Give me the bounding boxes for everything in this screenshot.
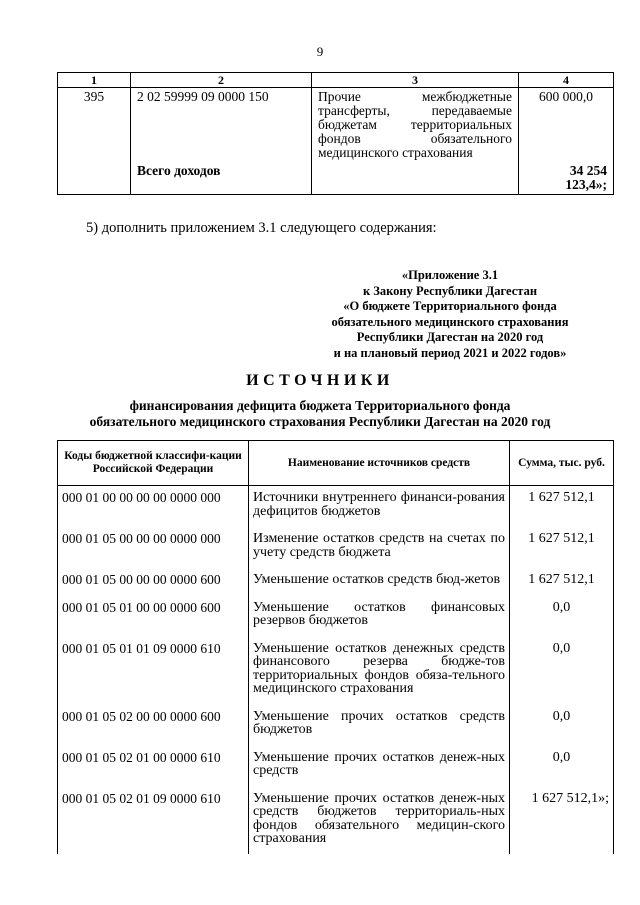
row-name: Изменение остатков средств на счетах по учету средств бюджета [249,526,510,567]
table-row [58,786,614,854]
table-row [58,526,614,567]
row-code: 000 01 05 00 00 00 0000 600 [58,567,249,595]
table-row [58,486,614,527]
row-description: Прочие межбюджетные трансферты, передаваемые бюджетам территориальных фондов обязательного медицинского страхования [312,88,519,163]
table-header-row [58,441,614,486]
total-row [58,162,614,195]
column-header-name: Наименование источников средств [249,441,510,486]
row-name: Уменьшение прочих остатков денеж-ных средств [249,745,510,786]
column-header-codes: Коды бюджетной классифи-кации Российской Федерации [58,441,249,486]
appendix-line: обязательного медицинского страхования [331,314,569,329]
row-code: 000 01 00 00 00 00 0000 000 [58,486,249,527]
document-subtitle [40,398,600,430]
table-row [58,595,614,636]
row-name: Уменьшение прочих остатков денеж-ных средств бюджетов территориаль-ных фондов обязательного медицин-ского страхования [249,786,510,854]
revenue-table-continuation [57,72,614,195]
row-sum: 0,0 [510,636,614,704]
table-row [58,567,614,595]
row-number: 395 [58,88,131,163]
row-code: 000 01 05 00 00 00 0000 000 [58,526,249,567]
row-sum: 1 627 512,1 [510,567,614,595]
row-code: 000 01 05 01 01 09 0000 610 [58,636,249,704]
subtitle-line: финансирования дефицита бюджета Территориального фонда [129,398,511,413]
table-row [58,745,614,786]
table-row [58,88,614,163]
row-sum: 1 627 512,1 [510,526,614,567]
appendix-line: Республики Дагестан на 2020 год [356,330,544,344]
appendix-line: «Приложение 3.1 [401,268,499,282]
row-sum: 0,0 [510,745,614,786]
row-name: Уменьшение остатков денежных средств финансового резерва бюдже-тов территориальных фондов обяза-тельного медицинского страхования [249,636,510,704]
row-code: 000 01 05 02 01 00 0000 610 [58,745,249,786]
row-code: 000 01 05 01 00 00 0000 600 [58,595,249,636]
row-code: 000 01 05 02 01 09 0000 610 [58,786,249,854]
appendix-line: к Закону Республики Дагестан [362,283,538,298]
appendix-line: и на плановый период 2021 и 2022 годов» [333,345,567,360]
column-header-1: 1 [58,73,131,88]
table-row [58,704,614,745]
row-name: Уменьшение остатков средств бюд-жетов [249,567,510,595]
total-value: 34 254 123,4»; [519,162,614,195]
subtitle-line: обязательного медицинского страхования Республики Дагестан на 2020 год [89,414,551,429]
row-sum: 0,0 [510,704,614,745]
instruction-text: 5) дополнить приложением 3.1 следующего содержания: [86,220,437,236]
row-name: Источники внутреннего финанси-рования дефицитов бюджетов [249,486,510,527]
total-label: Всего доходов [131,162,312,195]
deficit-sources-table [57,440,614,854]
row-amount: 600 000,0 [519,88,614,163]
row-code: 000 01 05 02 00 00 0000 600 [58,704,249,745]
appendix-line: «О бюджете Территориального фонда [343,299,557,313]
row-name: Уменьшение остатков финансовых резервов бюджетов [249,595,510,636]
row-code: 2 02 59999 09 0000 150 [131,88,312,163]
row-sum: 1 627 512,1»; [510,786,614,854]
row-name: Уменьшение прочих остатков средств бюджетов [249,704,510,745]
table-row [58,636,614,704]
column-header-2: 2 [131,73,312,88]
row-sum: 1 627 512,1 [510,486,614,527]
table-header-row [58,73,614,88]
appendix-heading [300,268,600,361]
document-title: ИСТОЧНИКИ [246,372,394,389]
page-number: 9 [316,44,324,59]
column-header-3: 3 [312,73,519,88]
column-header-4: 4 [519,73,614,88]
column-header-sum: Сумма, тыс. руб. [510,441,614,486]
row-sum: 0,0 [510,595,614,636]
